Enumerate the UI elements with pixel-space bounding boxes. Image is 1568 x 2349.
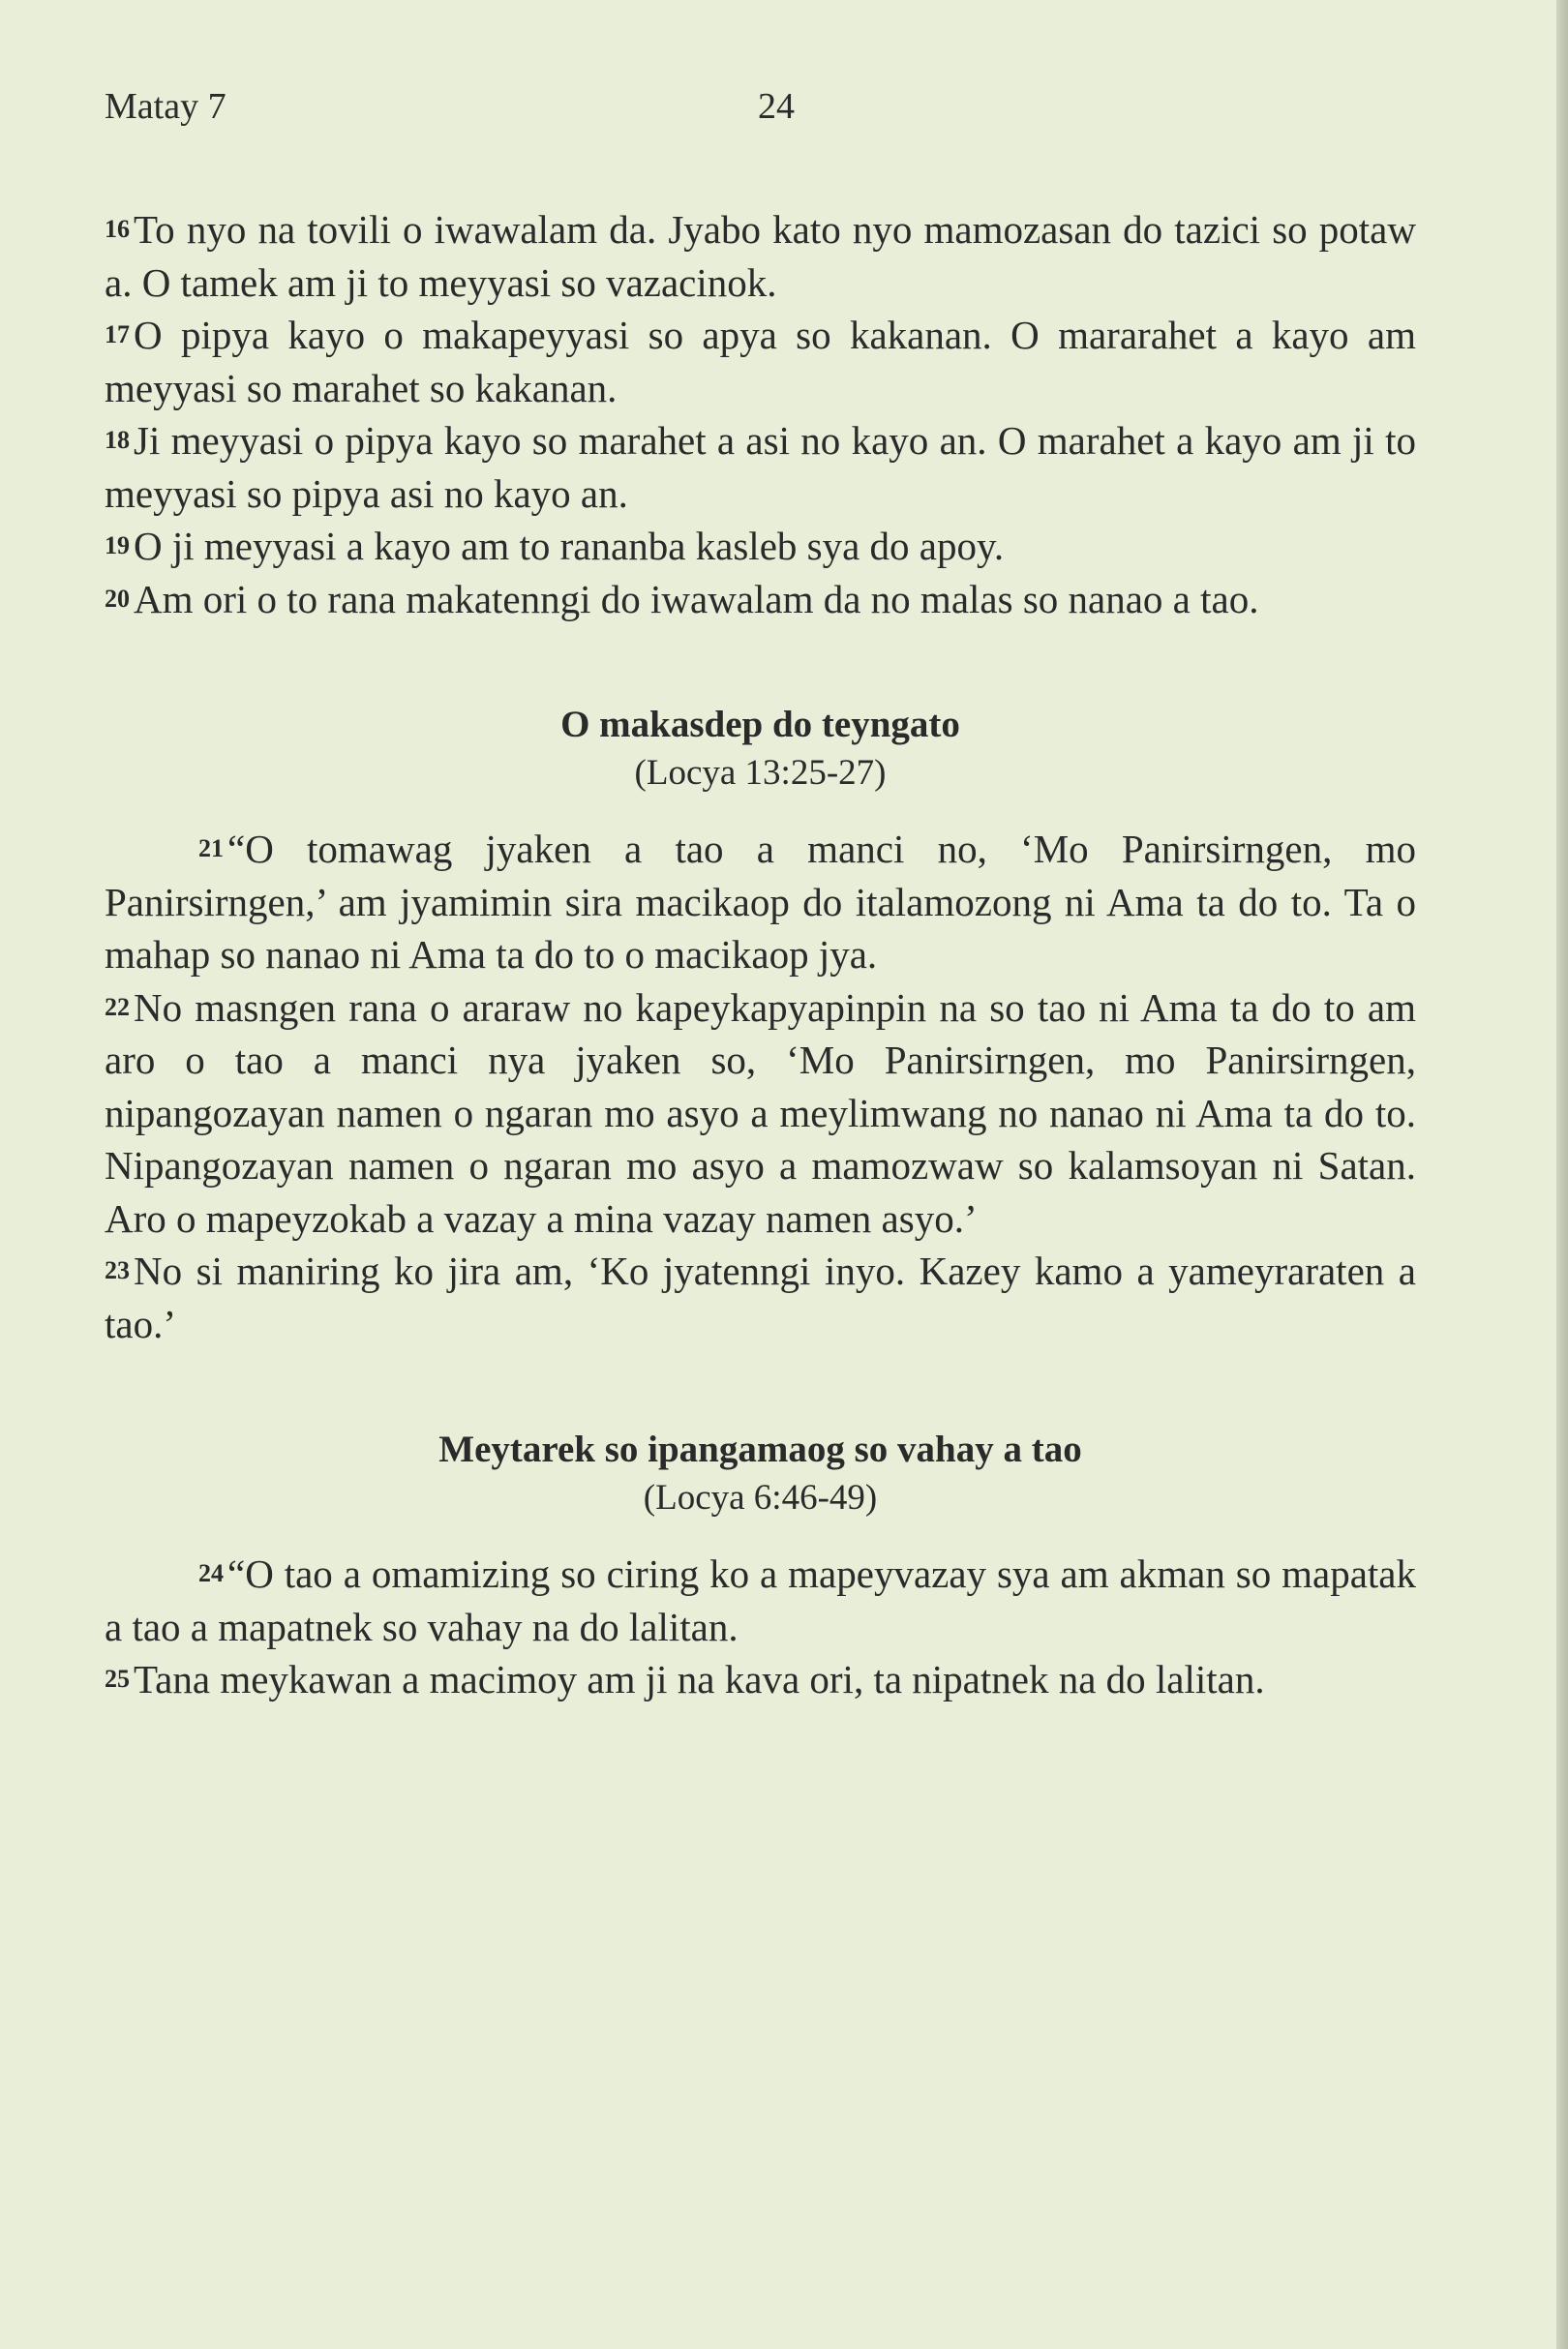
verse-24 <box>105 1548 1416 1653</box>
verse-text: Ji meyyasi o pipya kayo so marahet a asi no kayo an. O marahet a kayo am ji to meyyasi so pipya asi no kayo an. <box>105 418 1416 516</box>
verse-text: “O tomawag jyaken a tao a manci no, ‘Mo Panirsirngen, mo Panirsirngen,’ am jyamimin sira macikaop do italamozong ni Ama ta do to. Ta o mahap so nanao ni Ama ta do to o macikaop jya. <box>105 827 1416 977</box>
verse-number: 21 <box>198 834 224 862</box>
verse-text: No si maniring ko jira am, ‘Ko jyatenngi inyo. Kazey kamo a yameyraraten a tao.’ <box>105 1249 1416 1346</box>
section-heading: O makasdep do teyngato <box>560 704 960 745</box>
cross-reference: (Locya 13:25-27) <box>634 753 887 793</box>
verse-number: 23 <box>105 1256 130 1284</box>
verse-text: O ji meyyasi a kayo am to rananba kasleb sya do apoy. <box>134 524 1005 568</box>
cross-reference: (Locya 6:46-49) <box>643 1478 878 1518</box>
verse-number: 16 <box>105 215 130 243</box>
verse-number: 18 <box>105 426 130 454</box>
verse-number: 25 <box>105 1665 130 1693</box>
verse-text: Tana meykawan a macimoy am ji na kava ori, ta nipatnek na do lalitan. <box>134 1657 1265 1702</box>
page-number: 24 <box>758 86 795 127</box>
verse-text: “O tao a omamizing so ciring ko a mapeyvazay sya am akman so mapatak a tao a mapatnek so vahay na do lalitan. <box>105 1551 1416 1649</box>
verse-16 <box>105 203 1416 309</box>
verse-20 <box>105 573 1416 626</box>
verse-text: O pipya kayo o makapeyyasi so apya so kakanan. O mararahet a kayo am meyyasi so marahet so kakanan. <box>105 313 1416 410</box>
verse-number: 24 <box>198 1559 224 1587</box>
page-content <box>105 203 1416 1706</box>
page-edge <box>1556 0 1568 2349</box>
verse-text: No masngen rana o araraw no kapeykapyapinpin na so tao ni Ama ta do to am aro o tao a manci nya jyaken so, ‘Mo Panirsirngen, mo Panirsirngen, nipangozayan namen o ngaran mo asyo a meylimwang no nanao ni Ama ta do to. Nipangozayan namen o ngaran mo asyo a mamozwaw so kalamsoyan ni Satan. Aro o mapeyzokab a vazay a mina vazay namen asyo.’ <box>105 984 1416 1241</box>
verse-text: Am ori o to rana makatenngi do iwawalam da no malas so nanao a tao. <box>134 576 1259 621</box>
verse-text: To nyo na tovili o iwawalam da. Jyabo kato nyo mamozasan do tazici so potaw a. O tamek am ji to meyyasi so vazacinok. <box>105 207 1416 305</box>
verse-22 <box>105 981 1416 1246</box>
verse-number: 19 <box>105 531 130 559</box>
section-heading: Meytarek so ipangamaog so vahay a tao <box>438 1429 1082 1470</box>
running-header <box>105 85 1440 143</box>
verse-17 <box>105 309 1416 414</box>
verse-25 <box>105 1653 1416 1706</box>
verse-23 <box>105 1245 1416 1350</box>
verse-number: 20 <box>105 584 130 613</box>
verse-18 <box>105 414 1416 520</box>
book-chapter-label: Matay 7 <box>105 86 226 127</box>
verse-number: 22 <box>105 992 130 1021</box>
verse-19 <box>105 520 1416 573</box>
verse-number: 17 <box>105 320 130 348</box>
verse-21 <box>105 823 1416 981</box>
